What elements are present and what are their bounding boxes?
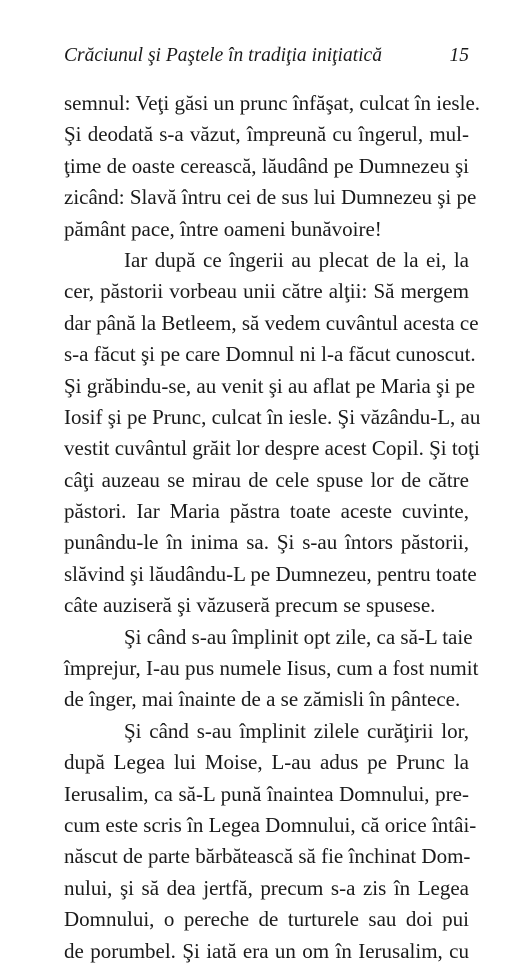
text-line: de înger, mai înainte de a se zămisli în pântece. bbox=[64, 687, 461, 712]
text-line: slăvind şi lăudându-L pe Dumnezeu, pentru toate bbox=[64, 561, 477, 586]
text-line: câţi auzeau se mirau de cele spuse lor de către bbox=[64, 467, 469, 492]
text-line: Iar după ce îngerii au plecat de la ei, la bbox=[124, 247, 469, 272]
running-header bbox=[64, 42, 469, 70]
text-line: Iosif şi pe Prunc, culcat în iesle. Şi văzându-L, au bbox=[64, 404, 481, 429]
text-line: de porumbel. Şi iată era un om în Ierusalim, cu bbox=[64, 938, 469, 963]
page-number: 15 bbox=[449, 45, 469, 66]
running-title: Crăciunul şi Paştele în tradiţia iniţiatică bbox=[64, 45, 382, 66]
text-line: nului, şi să dea jertfă, precum s-a zis în Legea bbox=[64, 875, 469, 900]
text-line: punându-le în inima sa. Şi s-au întors păstorii, bbox=[64, 530, 469, 555]
text-line: pământ pace, între oameni bunăvoire! bbox=[64, 216, 382, 241]
text-line: Ierusalim, ca să-L pună înaintea Domnului, pre- bbox=[64, 781, 469, 806]
text-line: zicând: Slavă întru cei de sus lui Dumnezeu şi pe bbox=[64, 185, 477, 210]
text-line: păstori. Iar Maria păstra toate aceste cuvinte, bbox=[64, 499, 469, 524]
text-line: împrejur, I-au pus numele Iisus, cum a fost numit bbox=[64, 656, 479, 681]
text-line: cer, păstorii vorbeau unii către alţii: Să mergem bbox=[64, 279, 469, 304]
text-line: cum este scris în Legea Domnului, că orice întâi- bbox=[64, 812, 477, 837]
text-line: Şi când s-au împlinit zilele curăţirii lor, bbox=[124, 718, 469, 743]
text-line: Şi când s-au împlinit opt zile, ca să-L taie bbox=[124, 624, 473, 649]
text-line: semnul: Veţi găsi un prunc înfăşat, culcat în iesle. bbox=[64, 91, 481, 115]
text-line: s-a făcut şi pe care Domnul ni l-a făcut cunoscut. bbox=[64, 342, 476, 367]
text-line: Domnului, o pereche de turturele sau doi pui bbox=[64, 907, 469, 932]
text-line: Şi grăbindu-se, au venit şi au aflat pe Maria şi pe bbox=[64, 373, 476, 398]
text-line: ţime de oaste cerească, lăudând pe Dumnezeu şi bbox=[64, 153, 469, 178]
text-line: născut de parte bărbătească să fie închinat Dom- bbox=[64, 844, 471, 869]
text-line: după Legea lui Moise, L-au adus pe Prunc la bbox=[64, 750, 469, 775]
text-line: câte auziseră şi văzuseră precum se spusese. bbox=[64, 593, 436, 618]
text-line: Şi deodată s-a văzut, împreună cu îngerul, mul- bbox=[64, 122, 469, 147]
text-line: dar până la Betleem, să vedem cuvântul acesta ce bbox=[64, 310, 479, 335]
text-line: vestit cuvântul grăit lor despre acest Copil. Şi toţi bbox=[64, 436, 480, 461]
body-text bbox=[64, 88, 481, 967]
